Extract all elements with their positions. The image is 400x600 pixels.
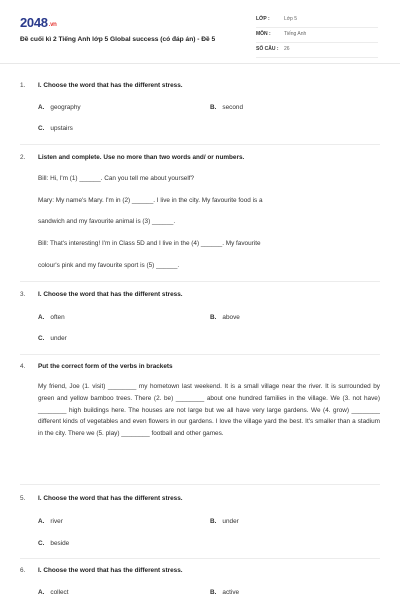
question-1: [20, 82, 380, 138]
option-label: A.: [38, 104, 45, 111]
question-number: 5.: [20, 495, 26, 502]
option-label: B.: [210, 104, 217, 111]
dialogue-line: Bill: That's interesting! I'm in Class 5D and I live in the (4) ______. My favourite: [38, 240, 261, 247]
meta-class-key: LỚP :: [256, 16, 270, 22]
option-text: collect: [50, 589, 69, 596]
logo-main: 2048: [20, 15, 48, 30]
option-a[interactable]: [38, 589, 69, 596]
option-text: upstairs: [50, 125, 73, 132]
meta-class-row: [256, 14, 378, 28]
question-number: 4.: [20, 363, 26, 370]
divider: [20, 484, 380, 485]
option-a[interactable]: [38, 104, 81, 111]
dialogue-line: Mary: My name's Mary. I'm in (2) ______. I live in the city. My favourite food is a: [38, 197, 263, 204]
logo-suffix: .vn: [48, 22, 57, 28]
page-title: Đề cuối kì 2 Tiếng Anh lớp 5 Global success (có đáp án) - Đề 5: [20, 36, 216, 43]
option-text: often: [50, 314, 65, 321]
option-label: C.: [38, 540, 45, 547]
meta-count-value: 26: [284, 46, 290, 52]
option-label: B.: [210, 589, 217, 596]
question-number: 3.: [20, 291, 26, 298]
option-b[interactable]: [210, 518, 239, 525]
option-b[interactable]: [210, 104, 243, 111]
divider: [20, 558, 380, 559]
option-a[interactable]: [38, 314, 65, 321]
option-text: beside: [50, 540, 70, 547]
question-2: [20, 154, 380, 274]
option-label: A.: [38, 314, 45, 321]
option-text: geography: [50, 104, 81, 111]
option-b[interactable]: [210, 589, 239, 596]
option-label: B.: [210, 314, 217, 321]
option-text: active: [222, 589, 240, 596]
question-title: I. Choose the word that has the different stress.: [38, 82, 183, 89]
question-4: [20, 363, 380, 483]
page-header: [0, 0, 400, 64]
meta-count-row: [256, 44, 378, 58]
question-6: [20, 567, 380, 599]
question-title: Listen and complete. Use no more than two words and/ or numbers.: [38, 154, 245, 161]
option-label: A.: [38, 589, 45, 596]
option-b[interactable]: [210, 314, 240, 321]
option-text: under: [50, 335, 67, 342]
option-text: above: [222, 314, 240, 321]
option-a[interactable]: [38, 518, 63, 525]
meta-subject-key: MÔN :: [256, 31, 271, 37]
option-text: under: [222, 518, 239, 525]
meta-subject-row: [256, 29, 378, 43]
meta-count-key: SỐ CÂU :: [256, 46, 279, 52]
option-c[interactable]: [38, 335, 67, 342]
option-text: river: [50, 518, 63, 525]
meta-class-value: Lớp 5: [284, 16, 298, 22]
option-c[interactable]: [38, 125, 73, 132]
question-title: I. Choose the word that has the different stress.: [38, 567, 183, 574]
site-logo[interactable]: [20, 15, 57, 30]
dialogue-line: Bill: Hi, I'm (1) ______. Can you tell me about yourself?: [38, 175, 195, 182]
option-c[interactable]: [38, 540, 69, 547]
question-number: 6.: [20, 567, 26, 574]
option-label: C.: [38, 125, 45, 132]
passage-text: My friend, Joe (1. visit) ________ my hometown last weekend. It is a small village near the river. It is surrounded by green and yellow bamboo trees. There (2. be) ________ about one hundred families in the village. We (3. not have) ________ high buildings here. The houses are not large but we all have very large gardens. We (4. grow) ________ different kinds of vegetables and even flowers in our gardens. I love the village yard the best. It's smaller than a stadium in the city. There we (5. play) ________ football and other games.: [38, 383, 380, 438]
question-title: Put the correct form of the verbs in brackets: [38, 363, 173, 370]
option-label: C.: [38, 335, 45, 342]
question-title: I. Choose the word that has the different stress.: [38, 495, 183, 502]
meta-subject-value: Tiếng Anh: [284, 31, 307, 37]
dialogue-line: sandwich and my favourite animal is (3) ______.: [38, 218, 176, 225]
option-label: B.: [210, 518, 217, 525]
dialogue-line: colour's pink and my favourite sport is (5) ______.: [38, 262, 180, 269]
question-3: [20, 291, 380, 347]
option-text: second: [222, 104, 244, 111]
question-5: [20, 495, 380, 551]
question-number: 2.: [20, 154, 26, 161]
divider: [20, 144, 380, 145]
question-title: I. Choose the word that has the different stress.: [38, 291, 183, 298]
option-label: A.: [38, 518, 45, 525]
divider: [20, 354, 380, 355]
question-number: 1.: [20, 82, 26, 89]
divider: [20, 281, 380, 282]
